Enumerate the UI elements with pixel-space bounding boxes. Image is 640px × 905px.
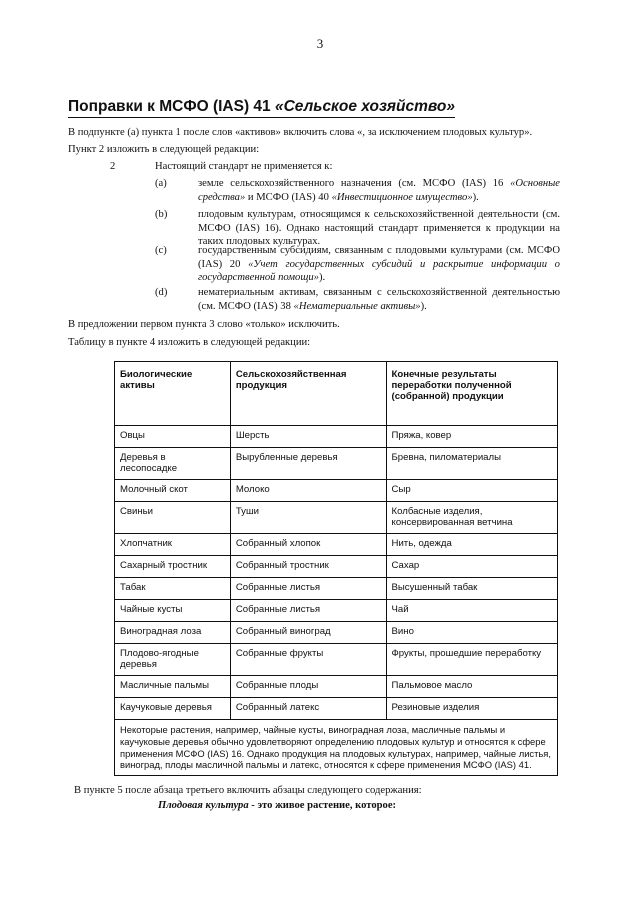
table-row xyxy=(115,698,558,720)
clause-lead: Настоящий стандарт не применяется к: xyxy=(155,161,333,172)
paragraph-4: Таблицу в пункте 4 изложить в следующей редакции: xyxy=(68,337,311,348)
table-cell: Чайные кусты xyxy=(115,600,231,622)
paragraph-1: В подпункте (а) пункта 1 после слов «активов» включить слова «, за исключением плодовых культур». xyxy=(68,127,533,138)
table-note-row xyxy=(115,720,558,776)
table-cell: Пряжа, ковер xyxy=(386,426,557,448)
table-cell: Вырубленные деревья xyxy=(230,448,386,480)
assets-table xyxy=(114,361,558,776)
table-row xyxy=(115,676,558,698)
paragraph-2: Пункт 2 изложить в следующей редакции: xyxy=(68,144,260,155)
table-header-row xyxy=(115,362,558,426)
table-cell: Молоко xyxy=(230,480,386,502)
table-row xyxy=(115,502,558,534)
page-number: 3 xyxy=(316,36,324,51)
table-cell: Плодово-ягодные деревья xyxy=(115,644,231,676)
table-row xyxy=(115,534,558,556)
table-note: Некоторые растения, например, чайные кусты, виноградная лоза, масличные пальмы и каучуковые деревья обычно удовлетворяют определению плодовых культур и относятся к сфере применения МСФО (IAS) 16. Однако продукция на плодовых культурах, например, чайные листья, виноград, плоды масличной пальмы и латекс, относятся к сфере применения МСФО (IAS) 41. xyxy=(115,720,558,776)
table-row xyxy=(115,622,558,644)
table-cell: Высушенный табак xyxy=(386,578,557,600)
column-header: Конечные результаты переработки полученной (собранной) продукции xyxy=(386,362,557,426)
table-row xyxy=(115,426,558,448)
table-cell: Туши xyxy=(230,502,386,534)
table-cell: Собранные плоды xyxy=(230,676,386,698)
table-cell: Собранный хлопок xyxy=(230,534,386,556)
table-cell: Сахар xyxy=(386,556,557,578)
table-cell: Молочный скот xyxy=(115,480,231,502)
column-header: Сельскохозяйственная продукция xyxy=(230,362,386,426)
table-row xyxy=(115,600,558,622)
table-cell: Бревна, пиломатериалы xyxy=(386,448,557,480)
table-cell: Резиновые изделия xyxy=(386,698,557,720)
column-header: Биологические активы xyxy=(115,362,231,426)
table-cell: Колбасные изделия, консервированная ветчина xyxy=(386,502,557,534)
table-cell: Чай xyxy=(386,600,557,622)
table-cell: Свиньи xyxy=(115,502,231,534)
table-cell: Масличные пальмы xyxy=(115,676,231,698)
table-cell: Каучуковые деревья xyxy=(115,698,231,720)
table-row xyxy=(115,556,558,578)
table-cell: Собранные фрукты xyxy=(230,644,386,676)
table-cell: Табак xyxy=(115,578,231,600)
table-row xyxy=(115,578,558,600)
page-title: Поправки к МСФО (IAS) 41 «Сельское хозяйство» xyxy=(68,98,455,118)
table-cell: Шерсть xyxy=(230,426,386,448)
table-cell: Вино xyxy=(386,622,557,644)
table-cell: Виноградная лоза xyxy=(115,622,231,644)
table-row xyxy=(115,480,558,502)
table-cell: Деревья в лесопосадке xyxy=(115,448,231,480)
table-cell: Овцы xyxy=(115,426,231,448)
table-cell: Собранные листья xyxy=(230,578,386,600)
table-cell: Собранный виноград xyxy=(230,622,386,644)
table-cell: Фрукты, прошедшие переработку xyxy=(386,644,557,676)
table-cell: Хлопчатник xyxy=(115,534,231,556)
paragraph-3: В предложении первом пункта 3 слово «только» исключить. xyxy=(68,319,340,330)
table-cell: Собранный латекс xyxy=(230,698,386,720)
table-cell: Сахарный тростник xyxy=(115,556,231,578)
paragraph-5: В пункте 5 после абзаца третьего включить абзацы следующего содержания: xyxy=(74,785,422,796)
table-cell: Собранный тростник xyxy=(230,556,386,578)
table-row xyxy=(115,644,558,676)
definition: Плодовая культура - это живое растение, которое: xyxy=(158,800,397,811)
clause-number: 2 xyxy=(110,161,116,172)
table-cell: Сыр xyxy=(386,480,557,502)
table-cell: Собранные листья xyxy=(230,600,386,622)
table-cell: Пальмовое масло xyxy=(386,676,557,698)
table-row xyxy=(115,448,558,480)
table-cell: Нить, одежда xyxy=(386,534,557,556)
